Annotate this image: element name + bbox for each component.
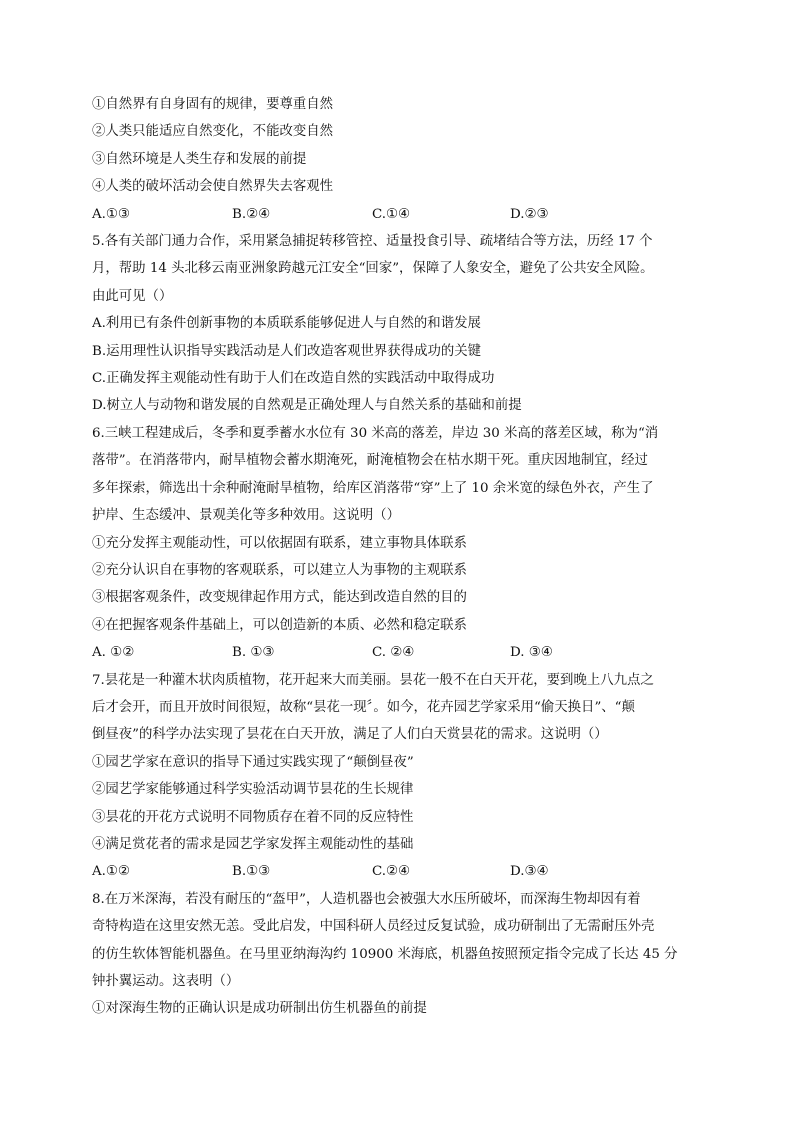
q6-option-b: B. ①③ [232,645,275,661]
q4-option-c: C.①④ [372,206,411,222]
q8-stem-line-4: 钟扑翼运动。这表明（） [92,974,240,989]
question-5 [92,228,704,420]
q7-option-b: B.①③ [232,864,271,880]
q4-option-a: A.①③ [92,206,130,222]
question-7 [92,667,704,886]
q6-statement-3: ③根据客观条件，改变规律起作用方式，能达到改造自然的目的 [92,590,467,606]
q4-option-d: D.②③ [510,206,549,222]
q6-statement-4: ④在把握客观条件基础上，可以创造新的本质、必然和稳定联系 [92,617,467,633]
q6-stem-line-4: 护岸、生态缓冲、景观美化等多种效用。这说明（） [92,508,400,524]
q5-option-a: A.利用已有条件创新事物的本质联系能够促进人与自然的和谐发展 [92,316,481,332]
q4-options [92,201,704,228]
q4-statement-2: ②人类只能适应自然变化，不能改变自然 [92,124,334,140]
q6-stem-line-1: 6.三峡工程建成后，冬季和夏季蓄水水位有 30 米高的落差，岸边 30 米高的落差区域，称为“消 [92,425,659,441]
q4-statement-1: ①自然界有自身固有的规律，要尊重自然 [92,97,334,112]
q4-option-b: B.②④ [232,206,271,222]
q7-statement-1: ①园艺学家在意识的指导下通过实践实现了“颠倒昼夜” [92,754,414,770]
q8-stem-line-3: 的仿生软体智能机器鱼。在马里亚纳海沟约 10900 米海底，机器鱼按照预定指令完成了长达 45 分 [92,946,678,962]
exam-page [92,91,704,1023]
q4-statement-3: ③自然环境是人类生存和发展的前提 [92,151,307,167]
q6-stem-line-3: 多年探索，筛选出十余种耐淹耐旱植物，给库区消落带“穿”上了 10 余米宽的绿色外衣，产生了 [92,480,654,496]
q8-stem-line-1: 8.在万米深海，若没有耐压的“盔甲”，人造机器也会被强大水压所破坏，而深海生物却因有着 [92,891,641,907]
q7-option-c: C.②④ [372,864,411,880]
q6-option-c: C. ②④ [372,645,415,661]
q8-stem-line-2: 奇特构造在这里安然无恙。受此启发，中国科研人员经过反复试验，成功研制出了无需耐压外壳 [92,919,655,935]
question-6 [92,420,704,667]
q5-stem-line-2: 月，帮助 14 头北移云南亚洲象跨越元江安全“回家”，保障了人象安全，避免了公共安全风险。 [92,261,654,277]
q7-stem-line-2: 后才会开，而且开放时间很短，故称“昙花一现〞。如今，花卉园艺学家采用“偷天换日”、“颠 [92,699,635,715]
q7-options [92,858,704,885]
q5-option-b: B.运用理性认识指导实践活动是人们改造客观世界获得成功的关键 [92,343,482,359]
q6-stem-line-2: 落带”。在消落带内，耐旱植物会蓄水期淹死，耐淹植物会在枯水期干死。重庆因地制宜，经过 [92,453,648,469]
q7-stem-line-1: 7.昙花是一种灌木状肉质植物，花开起来大而美丽。昙花一般不在白天开花，要到晚上八九点之 [92,672,654,688]
q6-option-d: D. ③④ [510,645,553,661]
q7-option-d: D.③④ [510,864,549,880]
q6-option-a: A. ①② [92,645,135,661]
q5-option-c: C.正确发挥主观能动性有助于人们在改造自然的实践活动中取得成功 [92,371,495,387]
q5-stem-line-3: 由此可见（） [92,288,173,304]
q4-statement-4: ④人类的破坏活动会使自然界失去客观性 [92,179,334,195]
q7-statement-4: ④满足赏花者的需求是园艺学家发挥主观能动性的基础 [92,836,414,852]
q7-option-a: A.①② [92,864,130,880]
q5-stem-line-1: 5.各有关部门通力合作，采用紧急捕捉转移管控、适量投食引导、疏堵结合等方法，历经 17 个 [92,234,653,250]
q6-options [92,639,704,666]
q6-statement-1: ①充分发挥主观能动性，可以依据固有联系，建立事物具体联系 [92,535,467,551]
q8-statement-1: ①对深海生物的正确认识是成功研制出仿生机器鱼的前提 [92,1001,427,1017]
question-4-tail [92,91,704,228]
question-8 [92,886,704,1023]
q7-stem-line-3: 倒昼夜”的科学办法实现了昙花在白天开放，满足了人们白天赏昙花的需求。这说明（） [92,727,608,743]
q7-statement-2: ②园艺学家能够通过科学实验活动调节昙花的生长规律 [92,782,414,798]
q5-option-d: D.树立人与动物和谐发展的自然观是正确处理人与自然关系的基础和前提 [92,398,522,414]
q7-statement-3: ③昙花的开花方式说明不同物质存在着不同的反应特性 [92,809,414,825]
q6-statement-2: ②充分认识自在事物的客观联系，可以建立人为事物的主观联系 [92,562,467,578]
